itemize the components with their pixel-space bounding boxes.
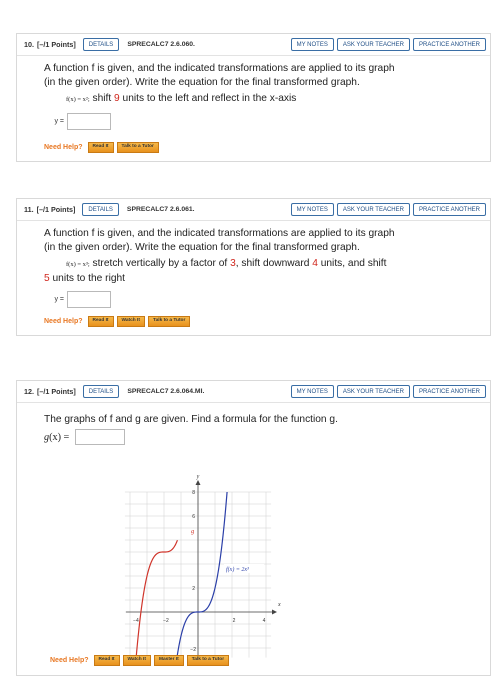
details-button[interactable]: DETAILS (83, 38, 120, 51)
watch-it-button[interactable]: Watch It (117, 316, 145, 327)
shift-amount: 9 (114, 93, 120, 104)
transform-text-b: units to the left and reflect in the x-axis (119, 93, 297, 104)
ask-teacher-button[interactable]: ASK YOUR TEACHER (337, 385, 410, 398)
answer-row (44, 291, 490, 308)
g-curve-label: g (191, 528, 195, 535)
x-tick-neg2: −2 (163, 618, 169, 624)
header-actions (291, 203, 486, 216)
answer-input[interactable] (67, 113, 111, 130)
y-tick-6: 6 (192, 514, 195, 520)
practice-another-button[interactable]: PRACTICE ANOTHER (413, 38, 486, 51)
question-header (17, 199, 490, 221)
read-it-button[interactable]: Read It (88, 142, 114, 153)
prompt-text: The graphs of f and g are given. Find a formula for the function g. (44, 414, 338, 425)
x-tick-neg4: −4 (133, 618, 139, 624)
read-it-button[interactable]: Read It (88, 316, 114, 327)
details-button[interactable]: DETAILS (83, 385, 120, 398)
header-actions (291, 38, 486, 51)
answer-row (44, 113, 490, 130)
help-row (44, 142, 490, 161)
prompt-line-1: A function f is given, and the indicated transformations are applied to its graph (44, 228, 395, 239)
answer-input[interactable] (75, 429, 125, 445)
transformation-line (44, 92, 490, 107)
f-curve-label: f(x) = 2x³ (226, 567, 249, 573)
answer-label: y = (54, 118, 64, 125)
need-help-label: Need Help? (44, 143, 83, 151)
transformation-line-2 (44, 272, 490, 286)
answer-label (44, 432, 69, 443)
y-axis-arrow (196, 480, 201, 485)
ask-teacher-button[interactable]: ASK YOUR TEACHER (337, 203, 410, 216)
transform-text-b: , shift downward (235, 258, 313, 269)
answer-input[interactable] (67, 291, 111, 308)
answer-label: y = (54, 296, 64, 303)
transform-text-a: shift (89, 93, 115, 104)
function-graph (114, 473, 284, 659)
my-notes-button[interactable]: MY NOTES (291, 203, 334, 216)
question-header (17, 381, 490, 403)
question-code: SPRECALC7 2.6.061. (126, 206, 195, 213)
question-code: SPRECALC7 2.6.060. (127, 41, 195, 48)
y-tick-8: 8 (192, 490, 195, 496)
practice-another-button[interactable]: PRACTICE ANOTHER (413, 203, 486, 216)
prompt-line-1: A function f is given, and the indicated transformations are applied to its graph (44, 63, 395, 74)
y-tick-neg2: −2 (190, 647, 196, 653)
question-body (17, 221, 490, 335)
need-help-label: Need Help? (50, 656, 89, 664)
question-points: [–/1 Points] (36, 205, 76, 214)
x-equals: (x) = (49, 431, 70, 443)
function-definition: f(x) = x²; (66, 96, 90, 103)
talk-tutor-button[interactable]: Talk to a Tutor (187, 655, 229, 666)
master-it-button[interactable]: Master It (154, 655, 184, 666)
f-curve (177, 492, 227, 659)
details-button[interactable]: DETAILS (82, 203, 119, 216)
prompt-line-2: (in the given order). Write the equation for the final transformed graph. (44, 77, 360, 88)
transformation-line (44, 257, 490, 272)
question-header (17, 34, 490, 56)
my-notes-button[interactable]: MY NOTES (291, 38, 334, 51)
question-12 (16, 380, 491, 676)
question-11 (16, 198, 491, 336)
y-axis-label: y (196, 474, 200, 480)
transform-text-c: units, and shift (317, 258, 387, 269)
stretch-factor: 3 (230, 258, 236, 269)
talk-tutor-button[interactable]: Talk to a Tutor (148, 316, 190, 327)
shift-down-amount: 4 (312, 258, 318, 269)
question-points: [–/1 Points] (37, 387, 76, 396)
function-definition: f(x) = x³; (66, 261, 90, 268)
question-number: 12. (24, 387, 34, 396)
x-tick-4: 4 (262, 618, 266, 624)
question-10 (16, 33, 491, 162)
x-axis-label: x (278, 602, 281, 608)
question-body (17, 56, 490, 161)
question-number: 11. (24, 205, 34, 214)
x-axis-arrow (272, 610, 277, 615)
watch-it-button[interactable]: Watch It (123, 655, 151, 666)
practice-another-button[interactable]: PRACTICE ANOTHER (413, 385, 486, 398)
talk-tutor-button[interactable]: Talk to a Tutor (117, 142, 159, 153)
answer-row (44, 429, 490, 445)
question-code: SPRECALC7 2.6.064.MI. (127, 388, 205, 395)
need-help-label: Need Help? (44, 317, 83, 325)
g-symbol: g (44, 431, 50, 443)
y-tick-2: 2 (192, 586, 195, 592)
x-tick-2: 2 (232, 618, 236, 624)
shift-right-amount: 5 (44, 273, 50, 284)
question-body (17, 403, 490, 445)
header-actions (291, 385, 486, 398)
transform-text-a: stretch vertically by a factor of (89, 258, 231, 269)
graph-container (114, 473, 284, 664)
help-row (44, 316, 490, 335)
question-number: 10. (24, 40, 34, 49)
read-it-button[interactable]: Read It (94, 655, 120, 666)
question-points: [–/1 Points] (37, 40, 76, 49)
ask-teacher-button[interactable]: ASK YOUR TEACHER (337, 38, 410, 51)
help-row (50, 655, 232, 666)
transform-text-d: units to the right (49, 273, 125, 284)
g-curve (136, 540, 177, 659)
prompt-line-2: (in the given order). Write the equation for the final transformed graph. (44, 242, 360, 253)
my-notes-button[interactable]: MY NOTES (291, 385, 334, 398)
